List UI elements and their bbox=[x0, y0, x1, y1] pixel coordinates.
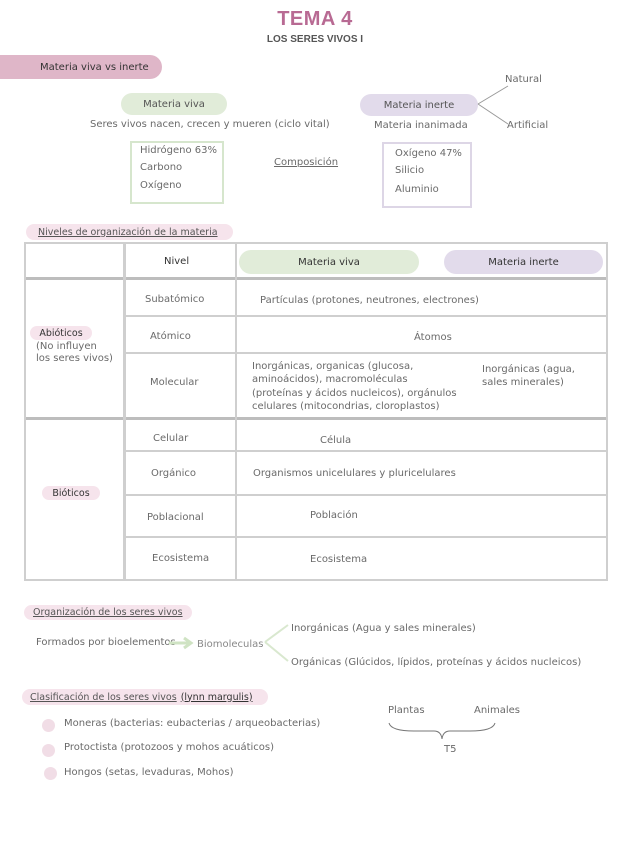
bio-branch-lines bbox=[262, 622, 292, 664]
brace-icon bbox=[386, 719, 498, 743]
inerte-branch-lines bbox=[470, 82, 510, 128]
section-heading-clasificacion bbox=[22, 689, 268, 705]
materia-inerte-label-text: Materia inerte bbox=[383, 99, 455, 111]
section-heading-niveles-text: Niveles de organización de la materia bbox=[38, 226, 218, 238]
section-heading-organizacion-text: Organización de los seres vivos bbox=[33, 607, 183, 618]
section-heading-materia bbox=[0, 55, 162, 79]
col-header-inerte bbox=[444, 250, 603, 274]
inerte-element: Aluminio bbox=[395, 184, 439, 195]
row-desc: Ecosistema bbox=[310, 554, 368, 565]
group-bioticos bbox=[42, 486, 100, 500]
row-desc: Población bbox=[310, 510, 358, 521]
row-desc-viva: (proteínas y ácidos nucleicos), orgánulos bbox=[252, 388, 457, 399]
materia-inerte-label bbox=[360, 94, 478, 116]
arrow-right-icon bbox=[168, 636, 196, 650]
row-desc-viva: aminoácidos), macromoléculas bbox=[252, 374, 408, 385]
row-desc: Partículas (protones, neutrones, electrones) bbox=[260, 295, 479, 306]
t5-label: T5 bbox=[444, 744, 457, 755]
materia-inerte-desc: Materia inanimada bbox=[374, 120, 468, 131]
section-heading-clasificacion-text: Clasificación de los seres vivos bbox=[30, 691, 177, 703]
biomoleculas-text: Biomoleculas bbox=[197, 639, 264, 650]
section-heading-clasificacion-author: (lynn margulis) bbox=[180, 691, 253, 703]
inorganicas-text: Inorgánicas (Agua y sales minerales) bbox=[291, 623, 476, 634]
row-nivel: Molecular bbox=[150, 377, 199, 388]
bullet-dot bbox=[44, 767, 57, 780]
col-header-nivel: Nivel bbox=[164, 256, 190, 267]
row-desc: Organismos unicelulares y pluricelulares bbox=[253, 468, 456, 479]
plantas-label: Plantas bbox=[388, 705, 425, 716]
row-desc-viva: Inorgánicas, organicas (glucosa, bbox=[252, 361, 414, 372]
row-desc: Célula bbox=[320, 435, 352, 446]
col-header-viva-text: Materia viva bbox=[298, 256, 360, 268]
section-heading-organizacion bbox=[24, 605, 192, 620]
viva-element: Carbono bbox=[140, 162, 183, 173]
row-desc-viva: celulares (mitocondrias, cloroplastos) bbox=[252, 401, 440, 412]
row-nivel: Orgánico bbox=[151, 468, 197, 479]
col-header-inerte-text: Materia inerte bbox=[488, 256, 559, 268]
bullet-dot bbox=[42, 744, 55, 757]
row-desc-inerte: sales minerales) bbox=[482, 377, 564, 388]
col-header-viva bbox=[239, 250, 419, 274]
group-abioticos bbox=[30, 326, 92, 340]
animales-label: Animales bbox=[474, 705, 520, 716]
inerte-element: Oxígeno 47% bbox=[395, 148, 462, 159]
materia-viva-label-text: Materia viva bbox=[143, 98, 205, 110]
abioticos-note: los seres vivos) bbox=[36, 353, 113, 364]
section-heading-niveles bbox=[26, 224, 233, 240]
row-nivel: Ecosistema bbox=[152, 553, 210, 564]
group-bioticos-text: Bióticos bbox=[52, 487, 90, 499]
viva-element: Oxígeno bbox=[140, 180, 182, 191]
section-heading-materia-text: Materia viva vs inerte bbox=[40, 61, 149, 73]
composicion-label: Composición bbox=[274, 157, 339, 168]
materia-viva-desc: Seres vivos nacen, crecen y mueren (ciclo vital) bbox=[90, 119, 330, 130]
row-desc-inerte: Inorgánicas (agua, bbox=[482, 364, 575, 375]
inerte-element: Silicio bbox=[395, 165, 425, 176]
kingdom-item: Moneras (bacterias: eubacterias / arqueobacterias) bbox=[64, 718, 321, 729]
bullet-dot bbox=[42, 719, 55, 732]
formados-text: Formados por bioelementos bbox=[36, 637, 176, 648]
organicas-text: Orgánicas (Glúcidos, lípidos, proteínas y ácidos nucleicos) bbox=[291, 657, 582, 668]
abioticos-note: (No influyen bbox=[36, 341, 97, 352]
row-nivel: Celular bbox=[153, 433, 189, 444]
row-desc: Átomos bbox=[414, 332, 452, 343]
materia-viva-label bbox=[121, 93, 227, 115]
page-subtitle: LOS SERES VIVOS I bbox=[266, 34, 364, 45]
row-nivel: Poblacional bbox=[147, 512, 204, 523]
kingdom-item: Hongos (setas, levaduras, Mohos) bbox=[64, 767, 234, 778]
row-nivel: Subatómico bbox=[145, 294, 205, 305]
kingdom-item: Protoctista (protozoos y mohos acuáticos) bbox=[64, 742, 275, 753]
viva-element: Hidrógeno 63% bbox=[140, 145, 218, 156]
page-title: TEMA 4 bbox=[277, 8, 353, 30]
branch-artificial: Artificial bbox=[507, 120, 549, 131]
row-nivel: Atómico bbox=[150, 331, 191, 342]
branch-natural: Natural bbox=[505, 74, 542, 85]
group-abioticos-text: Abióticos bbox=[39, 327, 83, 339]
